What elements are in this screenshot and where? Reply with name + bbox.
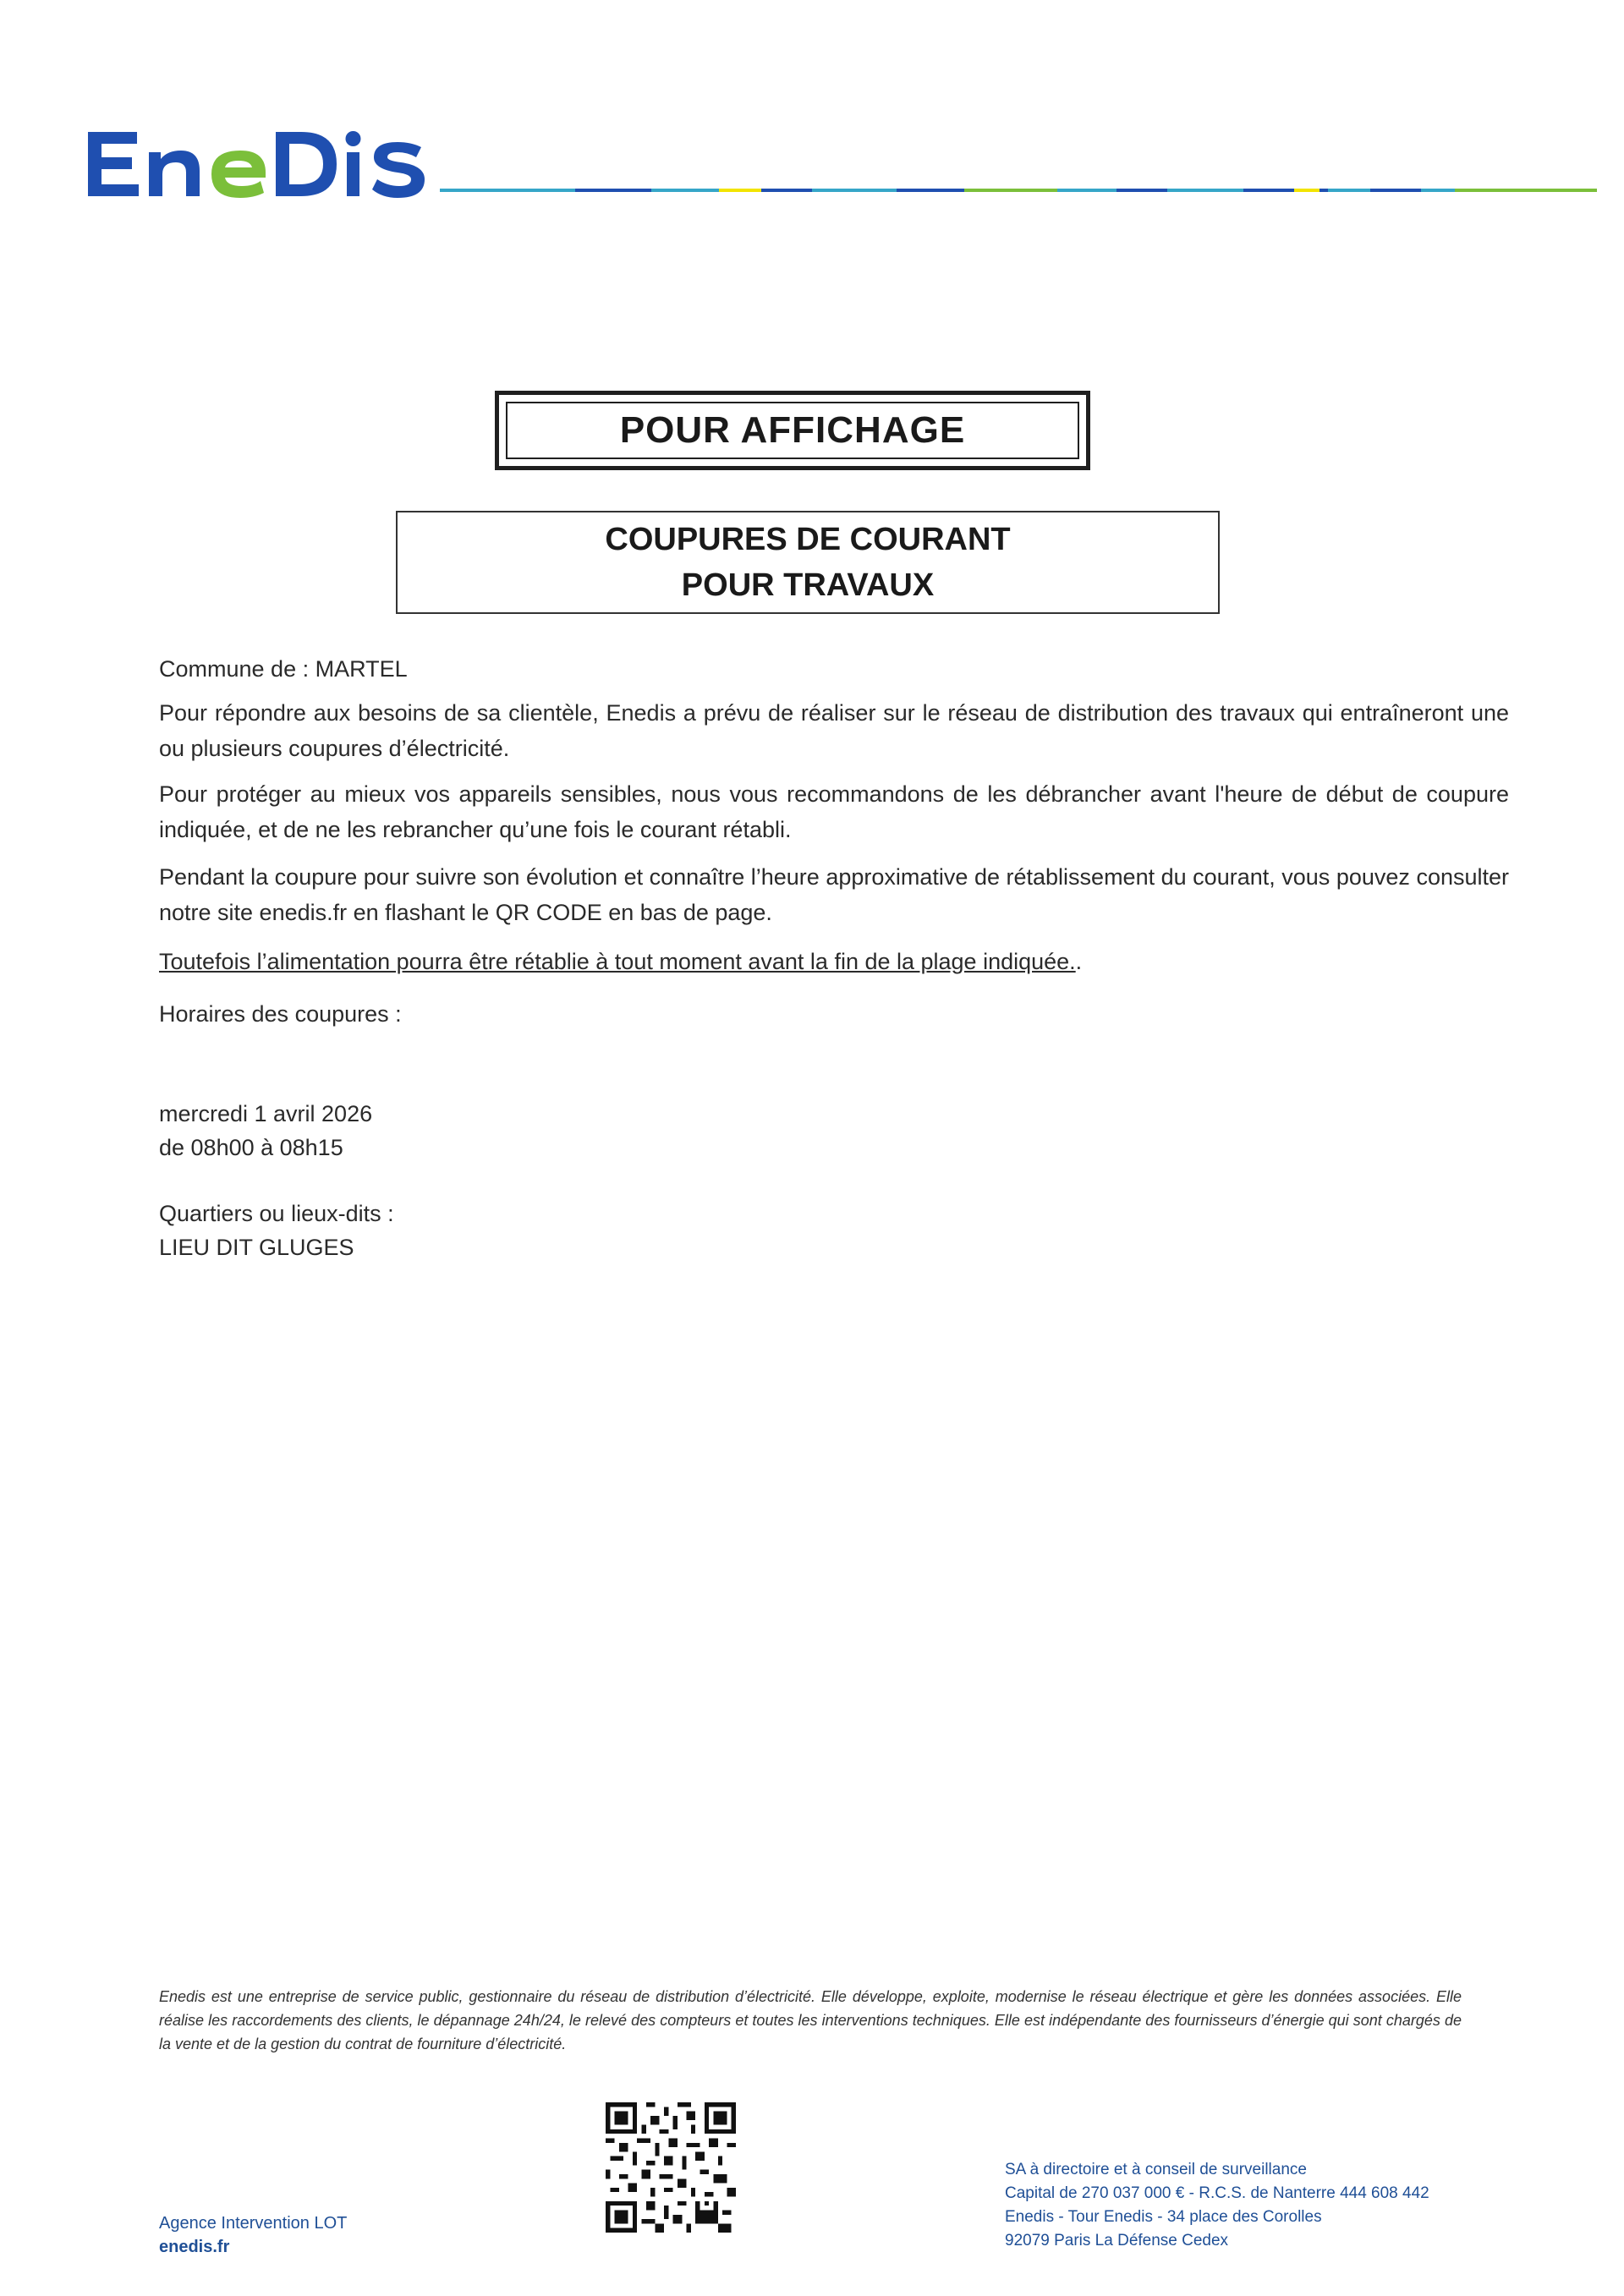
corp-line-3: Enedis - Tour Enedis - 34 place des Corolles <box>1005 2208 1322 2226</box>
subtitle-line-1: COUPURES DE COURANT <box>605 522 1011 557</box>
agency-block <box>159 2211 347 2259</box>
corporate-info <box>1005 2158 1429 2253</box>
header-color-rule <box>440 188 1597 193</box>
places-label: Quartiers ou lieux-dits : <box>159 1201 394 1226</box>
paragraph-needs: Pour répondre aux besoins de sa clientèle, Enedis a prévu de réaliser sur le réseau de distribution des travaux qui entraîneront une ou plusieurs coupures d’électricité. <box>159 700 1509 761</box>
display-notice-box <box>495 391 1090 470</box>
paragraph-protection: Pour protéger au mieux vos appareils sensibles, nous vous recommandons de les débrancher avant l'heure de début de coupure indiquée, et de ne les rebrancher qu’une fois le courant rétabli. <box>159 781 1509 842</box>
corp-line-1: SA à directoire et à conseil de surveillance <box>1005 2161 1307 2178</box>
corp-line-4: 92079 Paris La Défense Cedex <box>1005 2232 1229 2249</box>
restoration-warning <box>159 944 1509 979</box>
legal-notice: Enedis est une entreprise de service public, gestionnaire du réseau de distribution d’électricité. Elle développe, exploite, modernise le réseau électrique et gère les données associées. Elle réalise les raccordements des clients, le dépannage 24h/24, le relevé des compteurs et toutes les interventions techniques. Elle est indépendante des fournisseurs d’énergie qui sont chargés de la vente et de la gestion du contrat de fourniture d’électricité. <box>159 1988 1462 2052</box>
agency-name: Agence Intervention LOT <box>159 2214 348 2233</box>
qr-code-icon[interactable] <box>606 2102 736 2233</box>
notice-title: POUR AFFICHAGE <box>619 409 966 451</box>
subtitle-line-2: POUR TRAVAUX <box>681 567 935 603</box>
restoration-warning-period: . <box>1075 949 1083 974</box>
commune: Commune de : MARTEL <box>159 656 408 682</box>
place: LIEU DIT GLUGES <box>159 1235 354 1260</box>
website-link[interactable]: enedis.fr <box>159 2238 230 2256</box>
subtitle-box <box>396 511 1220 614</box>
enedis-logo-icon <box>85 125 431 203</box>
restoration-warning-text: Toutefois l’alimentation pourra être rétablie à tout moment avant la fin de la plage indiquée. <box>159 949 1076 974</box>
enedis-logo <box>85 125 431 207</box>
paragraph-tracking: Pendant la coupure pour suivre son évolution et connaître l’heure approximative de rétablissement du courant, vous pouvez consulter notre site enedis.fr en flashant le QR CODE en bas de page. <box>159 864 1509 925</box>
corp-line-2: Capital de 270 037 000 € - R.C.S. de Nanterre 444 608 442 <box>1005 2184 1429 2202</box>
outage-date: mercredi 1 avril 2026 <box>159 1101 373 1126</box>
outage-time-range: de 08h00 à 08h15 <box>159 1135 343 1160</box>
schedule-label: Horaires des coupures : <box>159 1001 402 1027</box>
